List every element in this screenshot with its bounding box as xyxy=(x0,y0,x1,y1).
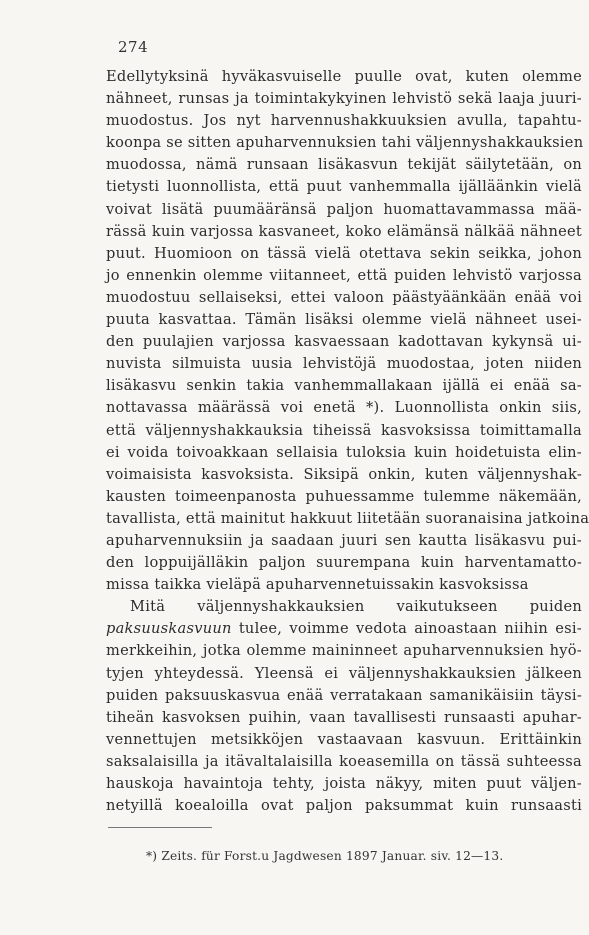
text-line: muodostus. Jos nyt harvennushakkuuksien avulla, tapahtu- xyxy=(106,112,582,130)
text-line: saksalaisilla ja itävaltalaisilla koeasemilla on tässä suhteessa xyxy=(106,752,582,770)
text-line: tavallista, että mainitut hakkuut liitetään suoranaisina jatkoina xyxy=(106,509,589,527)
text-line: apuharvennuksiin ja saadaan juuri sen kautta lisäkasvu pui- xyxy=(106,531,582,549)
text-line: den puulajien varjossa kasvaessaan kadottavan kykynsä ui- xyxy=(106,333,582,351)
text-line: jo ennenkin olemme viitanneet, että puiden lehvistö varjossa xyxy=(106,266,582,284)
text-line: hauskoja havaintoja tehty, joista näkyy, miten puut väljen- xyxy=(106,775,582,792)
text-line: den loppuijälläkin paljon suurempana kuin harventamatto- xyxy=(106,554,582,572)
text-line: voivat lisätä puumääränsä paljon huomattavammassa mää- xyxy=(106,200,582,218)
text-line: ei voida toivoakkaan sellaisia tuloksia kuin hoidetuista elin- xyxy=(106,443,582,461)
footnote: *) Zeits. für Forst.u Jagdwesen 1897 Januar. siv. 12—13. xyxy=(146,849,504,863)
text-line: vennettujen metsikköjen vastaavaan kasvuun. Erittäinkin xyxy=(106,730,582,748)
text-line: netyillä koealoilla ovat paljon paksummat kuin runsaasti xyxy=(106,797,582,815)
italic-term: paksuuskasvuun xyxy=(106,620,232,638)
footnote-divider xyxy=(108,827,212,828)
text-line: voimaisista kasvoksista. Siksipä onkin, kuten väljennyshak- xyxy=(106,465,582,483)
text-line xyxy=(106,618,582,640)
text-line: nuvista silmuista uusia lehvistöjä muodostaa, joten niiden xyxy=(106,355,582,373)
text-line: Edellytyksinä hyväkasvuiselle puulle ovat, kuten olemme xyxy=(106,68,582,85)
text-span: Mitä väljennyshakkauksien vaikutukseen puiden xyxy=(130,598,582,616)
text-line: tietysti luonnollista, että puut vanhemmalla ijälläänkin vielä xyxy=(106,178,582,196)
text-line: puiden paksuuskasvua enää verratakaan samanikäisiin täysi- xyxy=(106,686,582,704)
text-span: tulee, voimme vedota ainoastaan niihin esi- xyxy=(231,620,582,638)
paragraph-start-line xyxy=(106,596,582,618)
text-line: lisäkasvu senkin takia vanhemmallakaan ijällä ei enää sa- xyxy=(106,377,582,395)
text-line: tyjen yhteydessä. Yleensä ei väljennyshakkauksien jälkeen xyxy=(106,664,582,682)
text-line: muodostuu sellaiseksi, ettei valoon päästyäänkään enää voi xyxy=(106,288,582,306)
text-line: nähneet, runsas ja toimintakykyinen lehvistö sekä laaja juuri- xyxy=(106,90,582,108)
text-line: muodossa, nämä runsaan lisäkasvun tekijät säilytetään, on xyxy=(106,156,582,174)
text-line: puut. Huomioon on tässä vielä otettava sekin seikka, johon xyxy=(106,244,582,262)
text-line: nottavassa määrässä voi enetä *). Luonnollista onkin siis, xyxy=(106,399,582,417)
text-line: puuta kasvattaa. Tämän lisäksi olemme vielä nähneet usei- xyxy=(106,311,582,329)
text-line: että väljennyshakkauksia tiheissä kasvoksissa toimittamalla xyxy=(106,421,582,439)
text-line: missa taikka vieläpä apuharvennetuissakin kasvoksissa xyxy=(106,576,529,594)
text-line: tiheän kasvoksen puihin, vaan tavallisesti runsaasti apuhar- xyxy=(106,708,582,726)
page-number: 274 xyxy=(118,38,149,56)
text-line: kausten toimeenpanosta puhuessamme tulemme näkemään, xyxy=(106,487,582,505)
text-line: koonpa se sitten apuharvennuksien tahi väljennyshakkauksien xyxy=(106,134,584,152)
body-text xyxy=(106,66,589,817)
text-line: merkkeihin, jotka olemme maininneet apuharvennuksien hyö- xyxy=(106,642,582,660)
text-line: rässä kuin varjossa kasvaneet, koko elämänsä nälkää nähneet xyxy=(106,222,582,240)
